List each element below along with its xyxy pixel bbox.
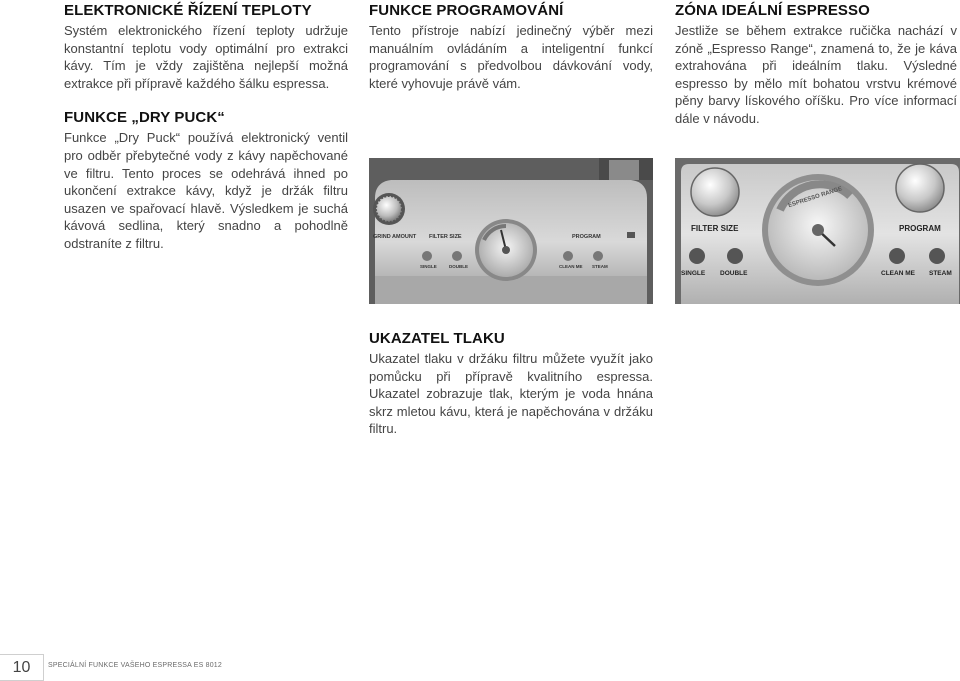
espresso-range-label: ESPRESSO RANGE xyxy=(787,186,844,210)
clean-me-label: CLEAN ME xyxy=(881,270,915,277)
single-button xyxy=(422,251,432,261)
program-knob xyxy=(896,164,944,212)
program-label: PROGRAM xyxy=(899,224,941,233)
right-column xyxy=(675,0,957,128)
double-label: DOUBLE xyxy=(720,270,748,277)
footer-title: SPECIÁLNÍ FUNKCE VAŠEHO ESPRESSA ES 8012 xyxy=(48,662,222,669)
section-text: Tento přístroje nabízí jedinečný výběr mezi manuálním ovládáním a inteligentní funkcí programování s předvolbou dávkování vody, které vyhovuje právě vám. xyxy=(369,23,653,91)
section-espresso-zone xyxy=(675,2,957,128)
filter-size-label: FILTER SIZE xyxy=(691,224,739,233)
steam-button xyxy=(929,248,945,264)
section-title: FUNKCE PROGRAMOVÁNÍ xyxy=(369,2,564,19)
filter-knob xyxy=(691,168,739,216)
section-title: ELEKTRONICKÉ ŘÍZENÍ TEPLOTY xyxy=(64,2,312,19)
section-title: ZÓNA IDEÁLNÍ ESPRESSO xyxy=(675,2,870,19)
clean-me-button xyxy=(563,251,573,261)
section-text: Jestliže se během extrakce ručička nachází v zóně „Espresso Range“, znamená to, že je káva extrahována při ideálním tlaku. Výsledné espresso by mělo mít bohatou vrstvu krémové pěny barvy lískového oříšku. Pro více informací dále v návodu. xyxy=(675,23,957,126)
double-label: DOUBLE xyxy=(449,264,468,269)
section-dry-puck xyxy=(64,109,348,252)
grind-label: GRIND AMOUNT xyxy=(373,234,417,240)
single-label: SINGLE xyxy=(681,270,706,277)
section-title: FUNKCE „DRY PUCK“ xyxy=(64,109,225,127)
gauge-closeup-illustration xyxy=(675,158,960,304)
steam-label: STEAM xyxy=(592,264,608,269)
section-programming xyxy=(369,2,653,92)
grind-knob xyxy=(376,196,402,222)
section-pressure-gauge xyxy=(369,330,653,438)
filter-size-label: FILTER SIZE xyxy=(429,234,462,240)
section-text: Systém elektronického řízení teploty udržuje konstantní teplotu vody optimální pro extrakci kávy. Tím je vždy zajištěna nejlepší možná extrakce při přípravě každého šálku espressa. xyxy=(64,23,348,91)
control-panel-illustration xyxy=(369,158,653,304)
clean-me-label: CLEAN ME xyxy=(559,264,583,269)
page-number: 10 xyxy=(0,654,44,681)
middle-column xyxy=(369,0,653,92)
control-panel-photo xyxy=(369,158,653,304)
section-text: Funkce „Dry Puck“ používá elektronický ventil pro odběr přebytečné vody z kávy napěchované ve filtru. Tento proces se odehrává ihned po ukončení extrakce kávy, když je držák filtru usazen ve spařovací hlavě. Výsledkem je suchá kávová sedlina, který snadno a pohodlně odstraníte z filtru. xyxy=(64,130,348,251)
clean-me-button xyxy=(889,248,905,264)
steam-button xyxy=(593,251,603,261)
steam-label: STEAM xyxy=(929,270,952,277)
gauge-closeup-photo xyxy=(675,158,960,304)
single-label: SINGLE xyxy=(420,264,437,269)
section-text: Ukazatel tlaku v držáku filtru můžete využít jako pomůcku při přípravě kvalitního espressa. Ukazatel zobrazuje tlak, kterým je voda hnána skrz mletou kávu, která je napěchována v držáku filtru. xyxy=(369,351,653,437)
left-column xyxy=(64,0,348,253)
single-button xyxy=(689,248,705,264)
program-label: PROGRAM xyxy=(572,234,601,240)
double-button xyxy=(452,251,462,261)
page-footer xyxy=(0,654,960,681)
section-temperature xyxy=(64,2,348,92)
section-title: UKAZATEL TLAKU xyxy=(369,330,505,347)
double-button xyxy=(727,248,743,264)
